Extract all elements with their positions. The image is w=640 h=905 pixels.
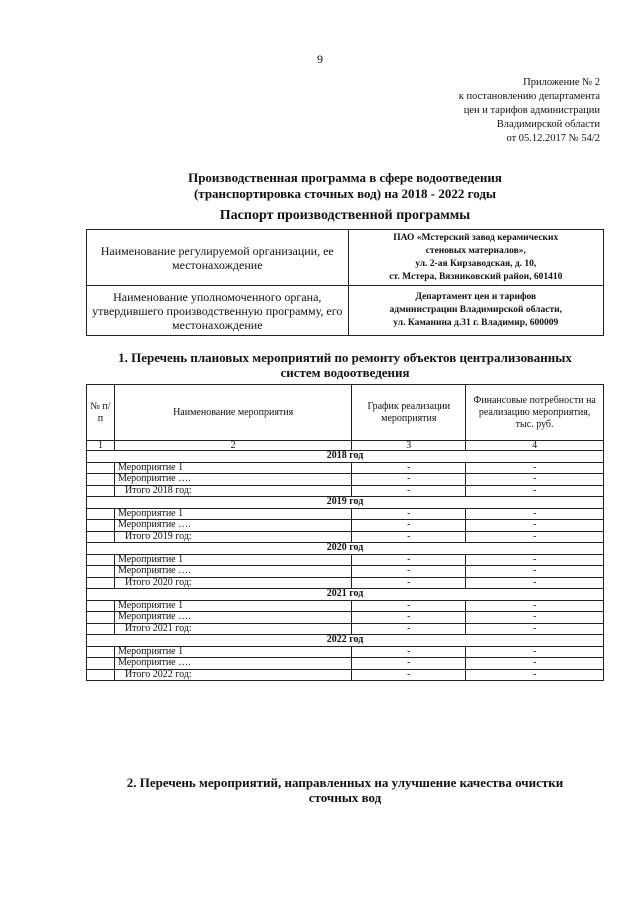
row-number	[87, 623, 115, 635]
table-row	[87, 669, 604, 681]
table-row	[87, 554, 604, 566]
row-number	[87, 669, 115, 681]
event-schedule: -	[352, 462, 466, 474]
event-schedule: -	[352, 474, 466, 486]
event-schedule: -	[352, 566, 466, 578]
event-finance: -	[466, 554, 604, 566]
column-number-row	[87, 441, 604, 451]
event-name: Итого 2019 год:	[114, 531, 351, 543]
event-name: Мероприятие ….	[114, 658, 351, 670]
event-name: Итого 2021 год:	[114, 623, 351, 635]
section-title-line: сточных вод	[308, 790, 382, 805]
column-number: 3	[352, 441, 466, 451]
passport-value-line: администрации Владимирской области,	[389, 305, 562, 315]
event-finance: -	[466, 531, 604, 543]
appendix-line: Приложение № 2	[523, 77, 600, 88]
event-schedule: -	[352, 646, 466, 658]
table-row	[87, 508, 604, 520]
header-num: № п/п	[87, 385, 115, 441]
passport-value-line: стеновых материалов»,	[425, 245, 526, 256]
event-schedule: -	[352, 600, 466, 612]
year-label: 2019 год	[87, 497, 604, 509]
passport-value-line: ст. Мстера, Вязниковский район, 601410	[389, 271, 563, 282]
table-row	[87, 485, 604, 497]
header-name: Наименование мероприятия	[114, 385, 351, 441]
section2-title	[70, 775, 620, 805]
event-name: Мероприятие ….	[114, 520, 351, 532]
section-title-line: 2. Перечень мероприятий, направленных на улучшение качества очистки	[126, 775, 564, 790]
column-number: 1	[87, 441, 115, 451]
passport-table	[86, 229, 604, 336]
table-row	[87, 462, 604, 474]
row-number	[87, 554, 115, 566]
table-row	[87, 612, 604, 624]
event-schedule: -	[352, 508, 466, 520]
table-row	[87, 623, 604, 635]
events-table	[86, 384, 604, 681]
passport-row	[87, 286, 604, 336]
row-number	[87, 474, 115, 486]
event-name: Мероприятие 1	[114, 646, 351, 658]
event-finance: -	[466, 612, 604, 624]
section-title-line: 1. Перечень плановых мероприятий по ремонту объектов централизованных	[118, 350, 572, 365]
row-number	[87, 658, 115, 670]
year-label: 2020 год	[87, 543, 604, 555]
row-number	[87, 508, 115, 520]
passport-value-line: ПАО «Мстерский завод керамических	[393, 232, 559, 243]
passport-value	[348, 286, 603, 336]
event-finance: -	[466, 520, 604, 532]
event-name: Мероприятие 1	[114, 600, 351, 612]
year-row	[87, 635, 604, 647]
event-name: Мероприятие 1	[114, 554, 351, 566]
column-number: 4	[466, 441, 604, 451]
event-schedule: -	[352, 520, 466, 532]
event-schedule: -	[352, 612, 466, 624]
passport-label: Наименование регулируемой организации, ее местонахождение	[87, 230, 349, 286]
table-row	[87, 566, 604, 578]
event-schedule: -	[352, 669, 466, 681]
event-name: Мероприятие ….	[114, 474, 351, 486]
row-number	[87, 462, 115, 474]
appendix-line: Владимирской области	[496, 119, 600, 130]
event-finance: -	[466, 462, 604, 474]
passport-value-line: ул. 2-ая Кирзаводская, д. 10,	[415, 258, 537, 269]
appendix-line: цен и тарифов администрации	[463, 105, 600, 116]
table-row	[87, 577, 604, 589]
table-row	[87, 531, 604, 543]
row-number	[87, 612, 115, 624]
event-schedule: -	[352, 531, 466, 543]
document-title	[60, 170, 630, 202]
header-schedule: График реализации мероприятия	[352, 385, 466, 441]
section1-title	[70, 350, 620, 380]
event-name: Мероприятие ….	[114, 566, 351, 578]
event-finance: -	[466, 474, 604, 486]
row-number	[87, 531, 115, 543]
event-name: Мероприятие 1	[114, 508, 351, 520]
events-body	[87, 441, 604, 681]
event-schedule: -	[352, 485, 466, 497]
event-name: Мероприятие ….	[114, 612, 351, 624]
table-row	[87, 658, 604, 670]
passport-value-line: ул. Каманина д.31 г. Владимир, 600009	[393, 318, 559, 328]
header-finance: Финансовые потребности на реализацию мероприятия, тыс. руб.	[466, 385, 604, 441]
table-row	[87, 520, 604, 532]
event-schedule: -	[352, 577, 466, 589]
event-finance: -	[466, 566, 604, 578]
year-row	[87, 451, 604, 463]
passport-title: Паспорт производственной программы	[219, 208, 471, 223]
appendix-line: к постановлению департамента	[458, 91, 600, 102]
title-line: (транспортировка сточных вод) на 2018 - 2022 годы	[193, 186, 497, 201]
row-number	[87, 600, 115, 612]
passport-value	[348, 230, 603, 286]
event-finance: -	[466, 600, 604, 612]
passport-label: Наименование уполномоченного органа, утвердившего производственную программу, его местонахождение	[87, 286, 349, 336]
row-number	[87, 646, 115, 658]
title-line: Производственная программа в сфере водоотведения	[188, 170, 502, 185]
event-name: Итого 2018 год:	[114, 485, 351, 497]
table-row	[87, 600, 604, 612]
event-finance: -	[466, 577, 604, 589]
table-row	[87, 474, 604, 486]
year-label: 2018 год	[87, 451, 604, 463]
event-schedule: -	[352, 658, 466, 670]
section-title-line: систем водоотведения	[280, 365, 410, 380]
appendix-line: от 05.12.2017 № 54/2	[506, 133, 600, 144]
year-row	[87, 497, 604, 509]
year-label: 2022 год	[87, 635, 604, 647]
passport-value-line: Департамент цен и тарифов	[415, 292, 537, 302]
year-row	[87, 543, 604, 555]
event-finance: -	[466, 508, 604, 520]
event-name: Мероприятие 1	[114, 462, 351, 474]
passport-row	[87, 230, 604, 286]
event-name: Итого 2022 год:	[114, 669, 351, 681]
events-header-row	[87, 385, 604, 441]
row-number	[87, 566, 115, 578]
year-label: 2021 год	[87, 589, 604, 601]
event-finance: -	[466, 658, 604, 670]
event-schedule: -	[352, 623, 466, 635]
event-finance: -	[466, 646, 604, 658]
row-number	[87, 485, 115, 497]
row-number	[87, 520, 115, 532]
event-finance: -	[466, 485, 604, 497]
event-schedule: -	[352, 554, 466, 566]
appendix-block	[459, 76, 600, 146]
page-number: 9	[317, 52, 323, 66]
column-number: 2	[114, 441, 351, 451]
event-finance: -	[466, 669, 604, 681]
event-finance: -	[466, 623, 604, 635]
row-number	[87, 577, 115, 589]
year-row	[87, 589, 604, 601]
event-name: Итого 2020 год:	[114, 577, 351, 589]
table-row	[87, 646, 604, 658]
